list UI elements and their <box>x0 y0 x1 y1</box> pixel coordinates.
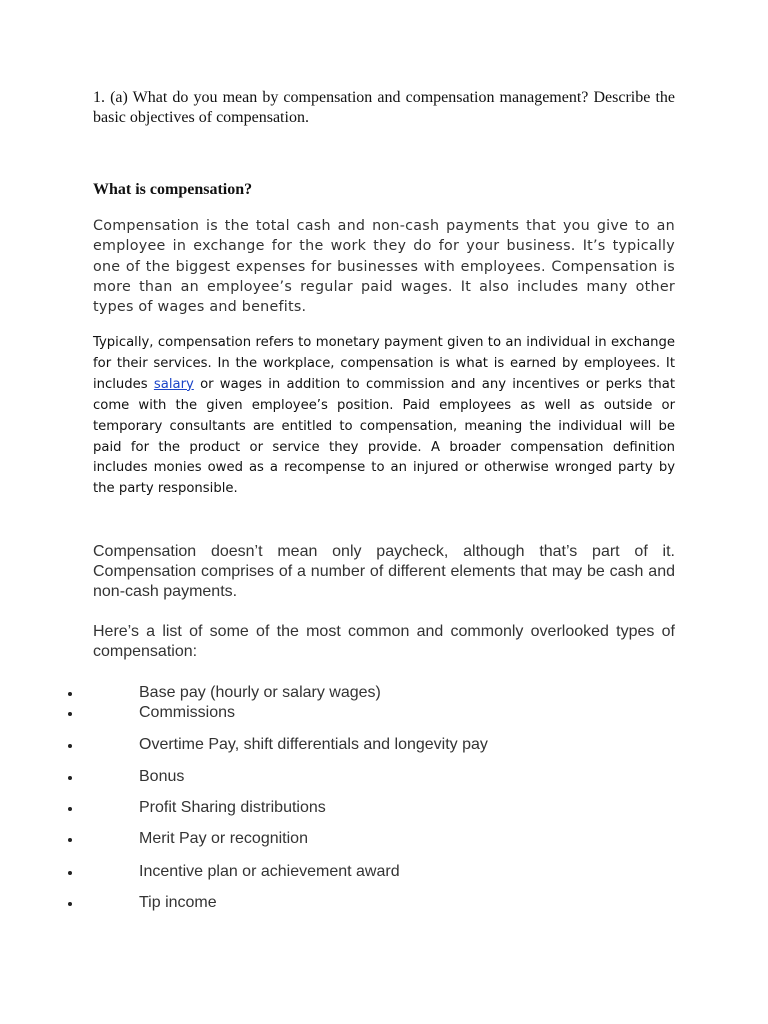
paragraph-list-intro: Here’s a list of some of the most common and commonly overlooked types of compensation: <box>93 623 675 660</box>
bullet-icon <box>68 776 72 780</box>
list-item-label: Base pay (hourly or salary wages) <box>139 684 381 701</box>
list-item <box>65 682 685 704</box>
list-item-label: Profit Sharing distributions <box>139 799 326 816</box>
question-text: 1. (a) What do you mean by compensation and compensation management? Describe the basic objectives of compensation. <box>93 89 675 126</box>
paragraph-typical-end: or wages in addition to commission and any incentives or perks that come with the given employee’s position. Paid employees as well as outside or temporary consultants are entitled to compensation, meaning the individual will be paid for the product or service they provide. A broader compensation definition includes monies owed as a recompense to an injured or otherwise wronged party by the party responsible. <box>93 376 675 497</box>
list-item-label: Bonus <box>139 768 185 785</box>
list-item <box>65 828 685 850</box>
list-item <box>65 702 685 724</box>
bullet-icon <box>68 712 72 716</box>
list-item-label: Merit Pay or recognition <box>139 830 308 847</box>
paragraph-typical <box>93 333 675 500</box>
list-item <box>65 734 685 756</box>
bullet-icon <box>68 807 72 811</box>
bullet-icon <box>68 871 72 875</box>
paragraph-definition: Compensation is the total cash and non-cash payments that you give to an employee in exchange for the work they do for your business. It’s typically one of the biggest expenses for businesses with employees. Compensation is more than an employee’s regular paid wages. It also includes many other types of wages and benefits. <box>93 218 675 316</box>
list-item-label: Incentive plan or achievement award <box>139 863 400 880</box>
list-item <box>65 797 685 819</box>
paragraph-typical-start: Typically, compensation refers to monetary payment given to an individual in exchange for their services. In the workplace, compensation is what is earned by employees. It includes <box>93 335 675 392</box>
list-item <box>65 861 685 883</box>
section-heading: What is compensation? <box>93 181 253 198</box>
list-item-label: Commissions <box>139 704 236 721</box>
list-item <box>65 766 685 788</box>
list-item-label: Overtime Pay, shift differentials and longevity pay <box>139 736 488 753</box>
list-item <box>65 892 685 914</box>
paragraph-elements: Compensation doesn’t mean only paycheck, although that’s part of it. Compensation comprises of a number of different elements that may be cash and non-cash payments. <box>93 543 675 600</box>
list-item-label: Tip income <box>139 894 217 911</box>
bullet-icon <box>68 692 72 696</box>
bullet-icon <box>68 744 72 748</box>
salary-link[interactable]: salary <box>153 376 194 392</box>
bullet-icon <box>68 838 72 842</box>
bullet-icon <box>68 902 72 906</box>
